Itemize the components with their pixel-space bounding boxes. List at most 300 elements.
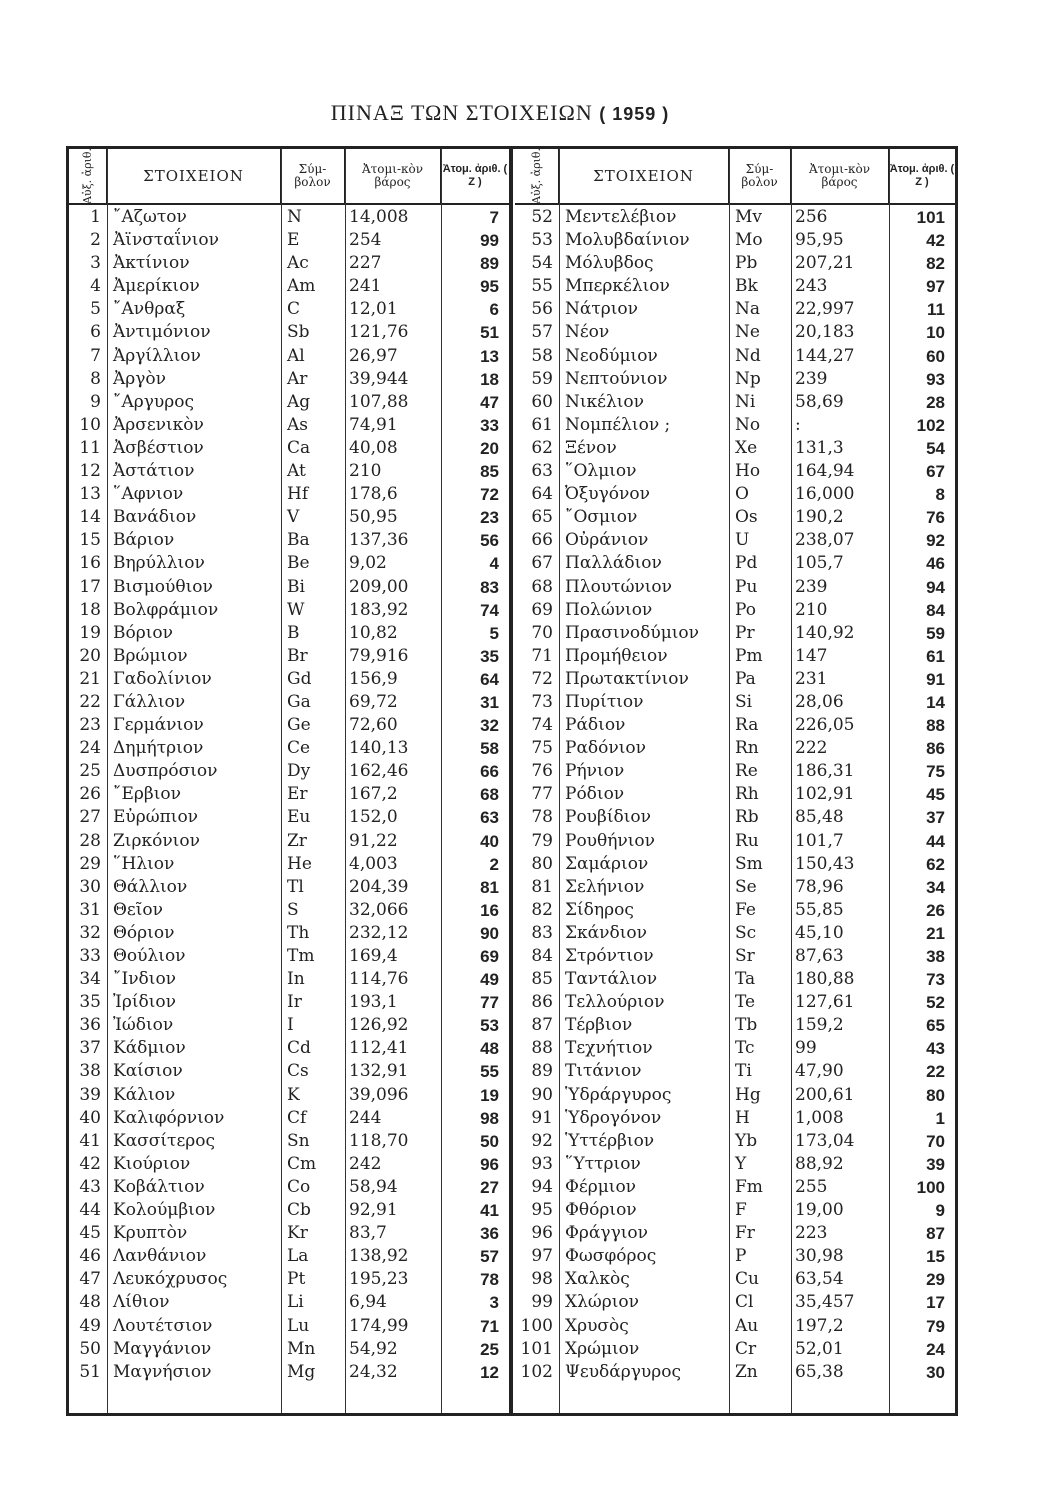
row-index: 76 bbox=[531, 761, 553, 782]
element-symbol: Mg bbox=[287, 1361, 316, 1382]
atomic-number: 81 bbox=[480, 877, 499, 897]
table-row bbox=[515, 1037, 955, 1060]
element-name: Βηρύλλιον bbox=[113, 553, 205, 574]
element-name: Βολφράμιον bbox=[113, 599, 219, 620]
table-row bbox=[69, 1084, 509, 1107]
element-name: Νεπτούνιον bbox=[565, 368, 668, 389]
element-name: Θόριον bbox=[113, 922, 175, 943]
atomic-weight: 200,61 bbox=[795, 1084, 855, 1105]
table-row bbox=[69, 876, 509, 899]
row-index: 52 bbox=[531, 207, 553, 227]
atomic-number: 23 bbox=[480, 508, 499, 528]
header-symbol: Σύμ-βολον bbox=[281, 149, 345, 203]
element-symbol: Co bbox=[287, 1176, 311, 1197]
element-name: Γερμάνιον bbox=[113, 715, 204, 736]
atomic-weight: 140,92 bbox=[795, 622, 855, 643]
element-symbol: Zn bbox=[735, 1361, 758, 1382]
element-name: Κολούμβιον bbox=[113, 1200, 216, 1221]
table-row bbox=[69, 922, 509, 945]
table-row bbox=[515, 229, 955, 252]
atomic-weight: 210 bbox=[349, 461, 382, 482]
atomic-number: 72 bbox=[480, 485, 499, 505]
element-name: Κασσίτερος bbox=[113, 1130, 216, 1151]
table-row bbox=[69, 783, 509, 806]
atomic-weight: 50,95 bbox=[349, 507, 398, 528]
atomic-weight: 140,13 bbox=[349, 738, 409, 759]
row-index: 97 bbox=[531, 1246, 553, 1267]
element-name: Λανθάνιον bbox=[113, 1246, 207, 1267]
atomic-number: 38 bbox=[926, 947, 945, 966]
element-name: Γαδολίνιον bbox=[113, 668, 212, 689]
row-index: 41 bbox=[79, 1130, 101, 1151]
table-row bbox=[69, 1338, 509, 1361]
element-name: Εὐρώπιον bbox=[113, 807, 199, 828]
atomic-number: 55 bbox=[480, 1062, 499, 1082]
element-name: Ρουθήνιον bbox=[565, 830, 655, 851]
row-index: 49 bbox=[79, 1315, 101, 1336]
element-name: Ὑδράργυρος bbox=[565, 1084, 672, 1105]
element-name: Βόριον bbox=[113, 622, 173, 643]
table-row bbox=[515, 1153, 955, 1176]
atomic-weight: 132,91 bbox=[349, 1061, 409, 1082]
row-index: 85 bbox=[531, 969, 553, 990]
element-name: Σκάνδιον bbox=[565, 922, 647, 943]
atomic-number: 8 bbox=[935, 485, 945, 505]
element-name: Ξένον bbox=[565, 437, 617, 458]
element-name: Φράγγιον bbox=[565, 1223, 648, 1244]
row-index: 34 bbox=[79, 969, 101, 990]
atomic-weight: 164,94 bbox=[795, 461, 855, 482]
table-row bbox=[515, 414, 955, 437]
element-symbol: Tc bbox=[735, 1038, 755, 1059]
atomic-number: 7 bbox=[489, 208, 499, 227]
atomic-weight: 209,00 bbox=[349, 576, 409, 597]
row-index: 7 bbox=[90, 345, 101, 366]
row-index: 8 bbox=[90, 368, 101, 389]
element-symbol: La bbox=[287, 1246, 309, 1267]
atomic-number: 12 bbox=[480, 1362, 499, 1382]
element-name: Λίθιον bbox=[113, 1292, 170, 1313]
row-index: 23 bbox=[79, 715, 101, 736]
atomic-number: 61 bbox=[926, 646, 945, 666]
element-symbol: Zr bbox=[287, 830, 307, 851]
element-symbol: Ge bbox=[287, 715, 311, 736]
element-name: Χαλκὸς bbox=[565, 1269, 630, 1290]
row-index: 96 bbox=[531, 1223, 553, 1244]
atomic-weight: 232,12 bbox=[349, 922, 409, 943]
table-row bbox=[515, 552, 955, 575]
atomic-weight: 239 bbox=[795, 368, 828, 389]
element-symbol: Ta bbox=[735, 969, 756, 990]
element-symbol: Tb bbox=[735, 1015, 758, 1036]
table-row bbox=[515, 506, 955, 529]
atomic-number: 43 bbox=[926, 1039, 945, 1059]
element-name: Νικέλιον bbox=[565, 391, 644, 412]
element-symbol: Tm bbox=[287, 946, 315, 966]
table-row bbox=[515, 345, 955, 368]
table-row bbox=[515, 576, 955, 599]
atomic-number: 25 bbox=[480, 1339, 499, 1359]
atomic-number: 86 bbox=[926, 739, 945, 759]
element-name: Τιτάνιον bbox=[565, 1061, 642, 1082]
row-index: 14 bbox=[79, 507, 101, 528]
element-symbol: Na bbox=[735, 299, 761, 320]
row-index: 38 bbox=[79, 1061, 101, 1082]
row-index: 64 bbox=[531, 484, 553, 505]
atomic-weight: 112,41 bbox=[349, 1038, 409, 1059]
table-row bbox=[69, 853, 509, 876]
element-symbol: Dy bbox=[287, 761, 311, 782]
atomic-number: 54 bbox=[926, 438, 945, 458]
table-row bbox=[69, 275, 509, 298]
element-symbol: Mn bbox=[287, 1338, 316, 1359]
element-name: Βρώμιον bbox=[113, 645, 188, 666]
element-name: Τεχνήτιον bbox=[565, 1038, 653, 1059]
row-index: 28 bbox=[79, 830, 101, 851]
row-index: 59 bbox=[531, 368, 553, 389]
table-row bbox=[515, 391, 955, 414]
element-name: ῎Αζωτον bbox=[113, 207, 187, 227]
table-row bbox=[515, 252, 955, 275]
atomic-weight: 4,003 bbox=[349, 853, 398, 874]
element-symbol: Ni bbox=[735, 391, 756, 412]
element-name: ῎Ανθραξ bbox=[113, 299, 186, 320]
atomic-weight: 190,2 bbox=[795, 507, 844, 528]
element-name: Βισμούθιον bbox=[113, 576, 213, 597]
element-symbol: Y bbox=[735, 1153, 747, 1174]
header-z: Ἀτομ. ἀριθ. ( Ζ ) bbox=[442, 163, 508, 188]
element-symbol: Cs bbox=[287, 1061, 309, 1082]
row-index: 35 bbox=[79, 992, 101, 1013]
atomic-weight: 95,95 bbox=[795, 230, 844, 251]
atomic-weight: 85,48 bbox=[795, 807, 844, 828]
table-row bbox=[515, 1361, 955, 1384]
row-index: 92 bbox=[531, 1130, 553, 1151]
atomic-weight: 144,27 bbox=[795, 345, 855, 366]
element-symbol: W bbox=[287, 599, 305, 620]
row-index: 33 bbox=[79, 946, 101, 966]
table-row bbox=[69, 1199, 509, 1222]
atomic-weight: 137,36 bbox=[349, 530, 409, 551]
row-index: 98 bbox=[531, 1269, 553, 1290]
row-index: 63 bbox=[531, 461, 553, 482]
element-symbol: Sn bbox=[287, 1130, 310, 1151]
element-name: Χρυσὸς bbox=[565, 1315, 629, 1336]
element-symbol: Fm bbox=[735, 1176, 763, 1197]
atomic-number: 70 bbox=[926, 1131, 945, 1151]
element-symbol: Sm bbox=[735, 853, 763, 874]
atomic-weight: 72,60 bbox=[349, 715, 398, 736]
element-name: Ἀκτίνιον bbox=[113, 253, 190, 274]
element-symbol: Th bbox=[287, 922, 310, 943]
element-name: Κοβάλτιον bbox=[113, 1176, 205, 1197]
element-name: Ἀμερίκιον bbox=[113, 276, 200, 297]
element-symbol: Rh bbox=[735, 784, 759, 805]
element-symbol: Ba bbox=[287, 530, 310, 551]
row-index: 61 bbox=[531, 414, 553, 435]
atomic-weight: 167,2 bbox=[349, 784, 398, 805]
atomic-number: 99 bbox=[480, 231, 499, 251]
atomic-number: 71 bbox=[480, 1316, 499, 1336]
element-name: Ρουβίδιον bbox=[565, 807, 651, 828]
element-symbol: Cb bbox=[287, 1200, 311, 1221]
atomic-weight: : bbox=[795, 414, 801, 435]
atomic-number: 53 bbox=[480, 1016, 499, 1036]
element-name: Ραδόνιον bbox=[565, 738, 646, 759]
table-row bbox=[69, 1037, 509, 1060]
table-row bbox=[69, 391, 509, 414]
element-name: ῎Αργυρος bbox=[113, 391, 195, 412]
atomic-number: 4 bbox=[489, 554, 499, 574]
atomic-number: 73 bbox=[926, 970, 945, 990]
element-symbol: Ne bbox=[735, 322, 760, 343]
table-row bbox=[515, 460, 955, 483]
element-name: Κιούριον bbox=[113, 1153, 191, 1174]
row-index: 66 bbox=[531, 530, 553, 551]
element-name: Μπερκέλιον bbox=[565, 276, 670, 297]
element-symbol: H bbox=[735, 1107, 750, 1128]
element-symbol: P bbox=[735, 1246, 747, 1267]
atomic-weight: 39,944 bbox=[349, 368, 409, 389]
table-row bbox=[69, 622, 509, 645]
table-row bbox=[515, 1014, 955, 1037]
table-row bbox=[515, 899, 955, 922]
element-name: Κρυπτὸν bbox=[113, 1223, 188, 1244]
table-row bbox=[69, 1176, 509, 1199]
atomic-weight: 69,72 bbox=[349, 691, 398, 712]
table-header-left bbox=[69, 149, 509, 205]
table-row bbox=[515, 529, 955, 552]
element-name: Ταντάλιον bbox=[565, 969, 658, 990]
atomic-weight: 9,02 bbox=[349, 553, 387, 574]
element-name: Μεντελέβιον bbox=[565, 207, 677, 227]
element-name: Ζιρκόνιον bbox=[113, 830, 200, 851]
row-index: 20 bbox=[79, 645, 101, 666]
row-index: 100 bbox=[520, 1315, 553, 1336]
atomic-weight: 162,46 bbox=[349, 761, 409, 782]
atomic-number: 41 bbox=[480, 1201, 499, 1221]
element-name: ῞Αφνιον bbox=[113, 484, 184, 505]
row-index: 90 bbox=[531, 1084, 553, 1105]
table-row bbox=[515, 1338, 955, 1361]
row-index: 72 bbox=[531, 668, 553, 689]
element-symbol: O bbox=[735, 484, 749, 505]
element-symbol: Si bbox=[735, 691, 753, 712]
element-symbol: Re bbox=[735, 761, 758, 782]
element-symbol: Os bbox=[735, 507, 758, 528]
atomic-number: 45 bbox=[926, 785, 945, 805]
atomic-number: 74 bbox=[480, 600, 499, 620]
table-row bbox=[515, 691, 955, 714]
element-symbol: Er bbox=[287, 784, 308, 805]
table-row bbox=[69, 1291, 509, 1314]
table-row bbox=[69, 345, 509, 368]
table-row bbox=[515, 1084, 955, 1107]
atomic-weight: 99 bbox=[795, 1038, 817, 1059]
element-name: Θούλιον bbox=[113, 946, 186, 966]
row-index: 58 bbox=[531, 345, 553, 366]
element-symbol: Pa bbox=[735, 668, 756, 689]
atomic-weight: 63,54 bbox=[795, 1269, 844, 1290]
atomic-number: 95 bbox=[480, 277, 499, 297]
atomic-weight: 152,0 bbox=[349, 807, 398, 828]
element-name: Ἀϊνσταΐνιον bbox=[113, 230, 220, 251]
atomic-number: 69 bbox=[480, 947, 499, 966]
element-symbol: Cm bbox=[287, 1153, 317, 1174]
element-name: Φέρμιον bbox=[565, 1176, 637, 1197]
table-row bbox=[69, 437, 509, 460]
element-symbol: Sc bbox=[735, 922, 757, 943]
atomic-weight: 178,6 bbox=[349, 484, 398, 505]
header-element: ΣΤΟΙΧΕΙΟΝ bbox=[107, 149, 281, 203]
row-index: 25 bbox=[79, 761, 101, 782]
element-name: Προμήθειον bbox=[565, 645, 668, 666]
element-symbol: Ar bbox=[287, 368, 308, 389]
table-row bbox=[515, 368, 955, 391]
row-index: 65 bbox=[531, 507, 553, 528]
element-name: Ἰρίδιον bbox=[113, 992, 176, 1013]
row-index: 15 bbox=[79, 530, 101, 551]
atomic-number: 75 bbox=[926, 762, 945, 782]
atomic-weight: 207,21 bbox=[795, 253, 855, 274]
atomic-number: 17 bbox=[926, 1293, 945, 1313]
atomic-weight: 39,096 bbox=[349, 1084, 409, 1105]
atomic-weight: 20,183 bbox=[795, 322, 855, 343]
atomic-weight: 26,97 bbox=[349, 345, 398, 366]
atomic-weight: 24,32 bbox=[349, 1361, 398, 1382]
atomic-weight: 79,916 bbox=[349, 645, 409, 666]
table-row bbox=[515, 991, 955, 1014]
element-symbol: Fe bbox=[735, 899, 756, 920]
row-index: 89 bbox=[531, 1061, 553, 1082]
atomic-weight: 54,92 bbox=[349, 1338, 398, 1359]
atomic-number: 21 bbox=[926, 923, 945, 943]
atomic-weight: 58,69 bbox=[795, 391, 844, 412]
elements-table bbox=[66, 146, 958, 1416]
row-index: 77 bbox=[531, 784, 553, 805]
row-index: 17 bbox=[79, 576, 101, 597]
element-symbol: Ra bbox=[735, 715, 759, 736]
atomic-number: 35 bbox=[480, 646, 499, 666]
atomic-number: 85 bbox=[480, 462, 499, 482]
element-name: Θάλλιον bbox=[113, 876, 188, 897]
element-symbol: Pr bbox=[735, 622, 755, 643]
row-index: 81 bbox=[531, 876, 553, 897]
element-name: Ψευδάργυρος bbox=[565, 1361, 682, 1382]
element-symbol: K bbox=[287, 1084, 300, 1105]
row-index: 10 bbox=[79, 414, 101, 435]
table-row bbox=[515, 298, 955, 321]
element-symbol: Te bbox=[735, 992, 756, 1013]
row-index: 43 bbox=[79, 1176, 101, 1197]
atomic-number: 48 bbox=[480, 1039, 499, 1059]
element-name: Νομπέλιον ; bbox=[565, 414, 671, 435]
atomic-weight: 92,91 bbox=[349, 1200, 398, 1221]
element-symbol: Hf bbox=[287, 484, 309, 505]
row-index: 62 bbox=[531, 437, 553, 458]
atomic-weight: 126,92 bbox=[349, 1015, 409, 1036]
atomic-number: 34 bbox=[926, 877, 945, 897]
row-index: 95 bbox=[531, 1200, 553, 1221]
atomic-weight: 30,98 bbox=[795, 1246, 844, 1267]
element-symbol: In bbox=[287, 969, 305, 990]
atomic-number: 102 bbox=[916, 415, 945, 435]
element-name: Σίδηρος bbox=[565, 899, 634, 920]
row-index: 79 bbox=[531, 830, 553, 851]
atomic-weight: 78,96 bbox=[795, 876, 844, 897]
atomic-number: 49 bbox=[480, 970, 499, 990]
row-index: 2 bbox=[90, 230, 101, 251]
atomic-number: 52 bbox=[926, 993, 945, 1013]
element-name: Σαμάριον bbox=[565, 853, 649, 874]
row-index: 53 bbox=[531, 230, 553, 251]
table-row bbox=[515, 783, 955, 806]
right-rows bbox=[515, 206, 955, 1384]
table-right-half bbox=[515, 149, 955, 1413]
element-symbol: Fr bbox=[735, 1223, 755, 1244]
atomic-number: 57 bbox=[480, 1247, 499, 1267]
table-row bbox=[515, 1245, 955, 1268]
element-name: Δυσπρόσιον bbox=[113, 761, 218, 782]
atomic-number: 46 bbox=[926, 554, 945, 574]
element-symbol: Ti bbox=[735, 1061, 752, 1082]
element-symbol: Nd bbox=[735, 345, 761, 366]
row-index: 55 bbox=[531, 276, 553, 297]
row-index: 102 bbox=[520, 1361, 553, 1382]
atomic-weight: 121,76 bbox=[349, 322, 409, 343]
atomic-number: 101 bbox=[916, 208, 945, 227]
atomic-weight: 19,00 bbox=[795, 1200, 844, 1221]
page-title bbox=[0, 100, 1000, 126]
row-index: 68 bbox=[531, 576, 553, 597]
element-symbol: Ac bbox=[287, 253, 309, 274]
element-symbol: Cu bbox=[735, 1269, 759, 1290]
atomic-number: 1 bbox=[935, 1108, 945, 1128]
row-index: 9 bbox=[90, 391, 101, 412]
element-name: Πυρίτιον bbox=[565, 691, 644, 712]
table-row bbox=[515, 760, 955, 783]
header-symbol-right: Σύμ-βολον bbox=[729, 149, 791, 203]
atomic-number: 66 bbox=[480, 762, 499, 782]
atomic-number: 87 bbox=[926, 1224, 945, 1244]
atomic-weight: 107,88 bbox=[349, 391, 409, 412]
element-name: Ἀντιμόνιον bbox=[113, 322, 211, 343]
atomic-weight: 223 bbox=[795, 1223, 828, 1244]
atomic-number: 51 bbox=[480, 323, 499, 343]
table-row bbox=[515, 1060, 955, 1083]
table-row bbox=[69, 737, 509, 760]
atomic-weight: 16,000 bbox=[795, 484, 855, 505]
element-symbol: Ir bbox=[287, 992, 302, 1013]
element-symbol: Cf bbox=[287, 1107, 307, 1128]
atomic-weight: 197,2 bbox=[795, 1315, 844, 1336]
atomic-weight: 65,38 bbox=[795, 1361, 844, 1382]
row-index: 22 bbox=[79, 691, 101, 712]
atomic-weight: 88,92 bbox=[795, 1153, 844, 1174]
atomic-number: 91 bbox=[926, 669, 945, 689]
table-row bbox=[69, 298, 509, 321]
atomic-weight: 91,22 bbox=[349, 830, 398, 851]
row-index: 30 bbox=[79, 876, 101, 897]
row-index: 84 bbox=[531, 946, 553, 966]
element-symbol: Sr bbox=[735, 946, 755, 966]
element-name: ῞Ηλιον bbox=[113, 853, 175, 874]
row-index: 24 bbox=[79, 738, 101, 759]
row-index: 93 bbox=[531, 1153, 553, 1174]
table-divider bbox=[509, 149, 513, 1413]
table-row bbox=[515, 737, 955, 760]
element-name: Λουτέτσιον bbox=[113, 1315, 213, 1336]
